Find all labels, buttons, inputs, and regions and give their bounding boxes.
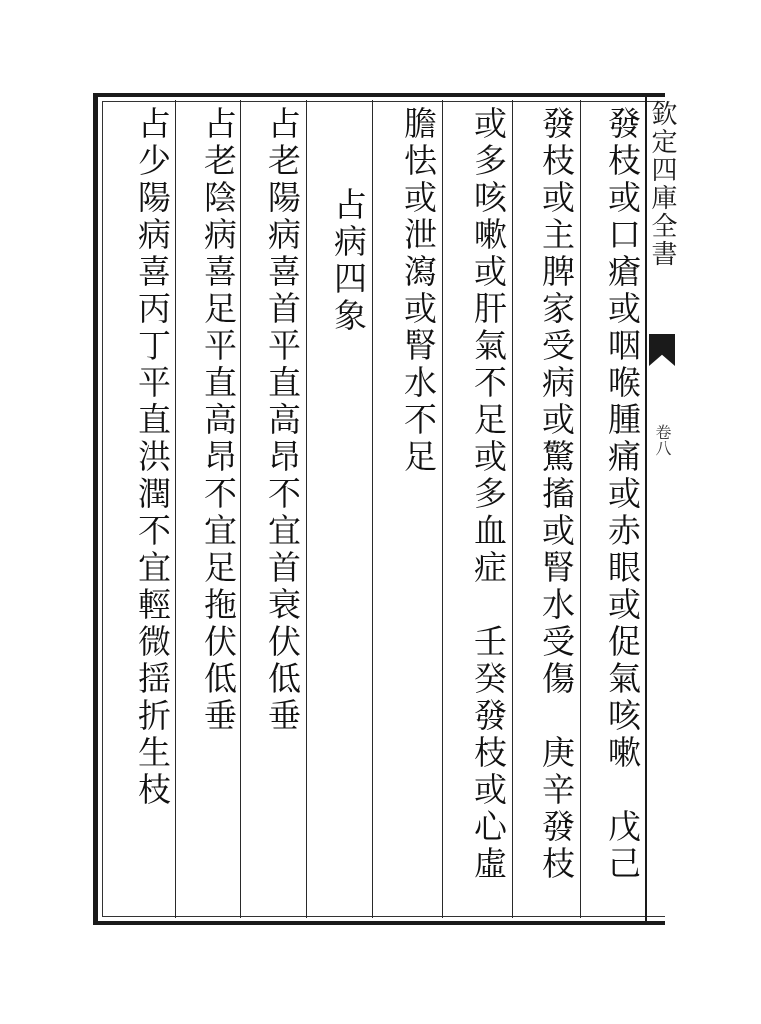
column-rule (240, 100, 241, 918)
text-column-8: 占少陽病喜丙丁平直洪潤不宜輕微揺折生枝 (133, 106, 172, 809)
text-column-3: 或多咳嗽或肝氣不足或多血症 壬癸發枝或心虛 (469, 106, 508, 883)
column-rule (442, 100, 443, 918)
section-heading: 占病四象 (329, 150, 368, 335)
column-rule (175, 100, 176, 918)
text-column-4: 膽怯或泄瀉或腎水不足 (399, 106, 438, 476)
text-column-6: 占老陽病喜首平直高昂不宜首衰伏低垂 (263, 106, 302, 735)
text-column-7: 占老陰病喜足平直高昂不宜足拖伏低垂 (199, 106, 238, 735)
column-rule (512, 100, 513, 918)
column-rule (372, 100, 373, 918)
volume-label: 卷八 (653, 424, 672, 456)
column-rule (580, 100, 581, 918)
column-rule (306, 100, 307, 918)
text-column-2: 發枝或主脾家受病或驚搐或腎水受傷 庚辛發枝 (537, 106, 576, 883)
text-column-1: 發枝或口瘡或咽喉腫痛或赤眼或促氣咳嗽 戊己 (603, 106, 642, 883)
book-title: 欽定四庫全書 (647, 100, 677, 268)
